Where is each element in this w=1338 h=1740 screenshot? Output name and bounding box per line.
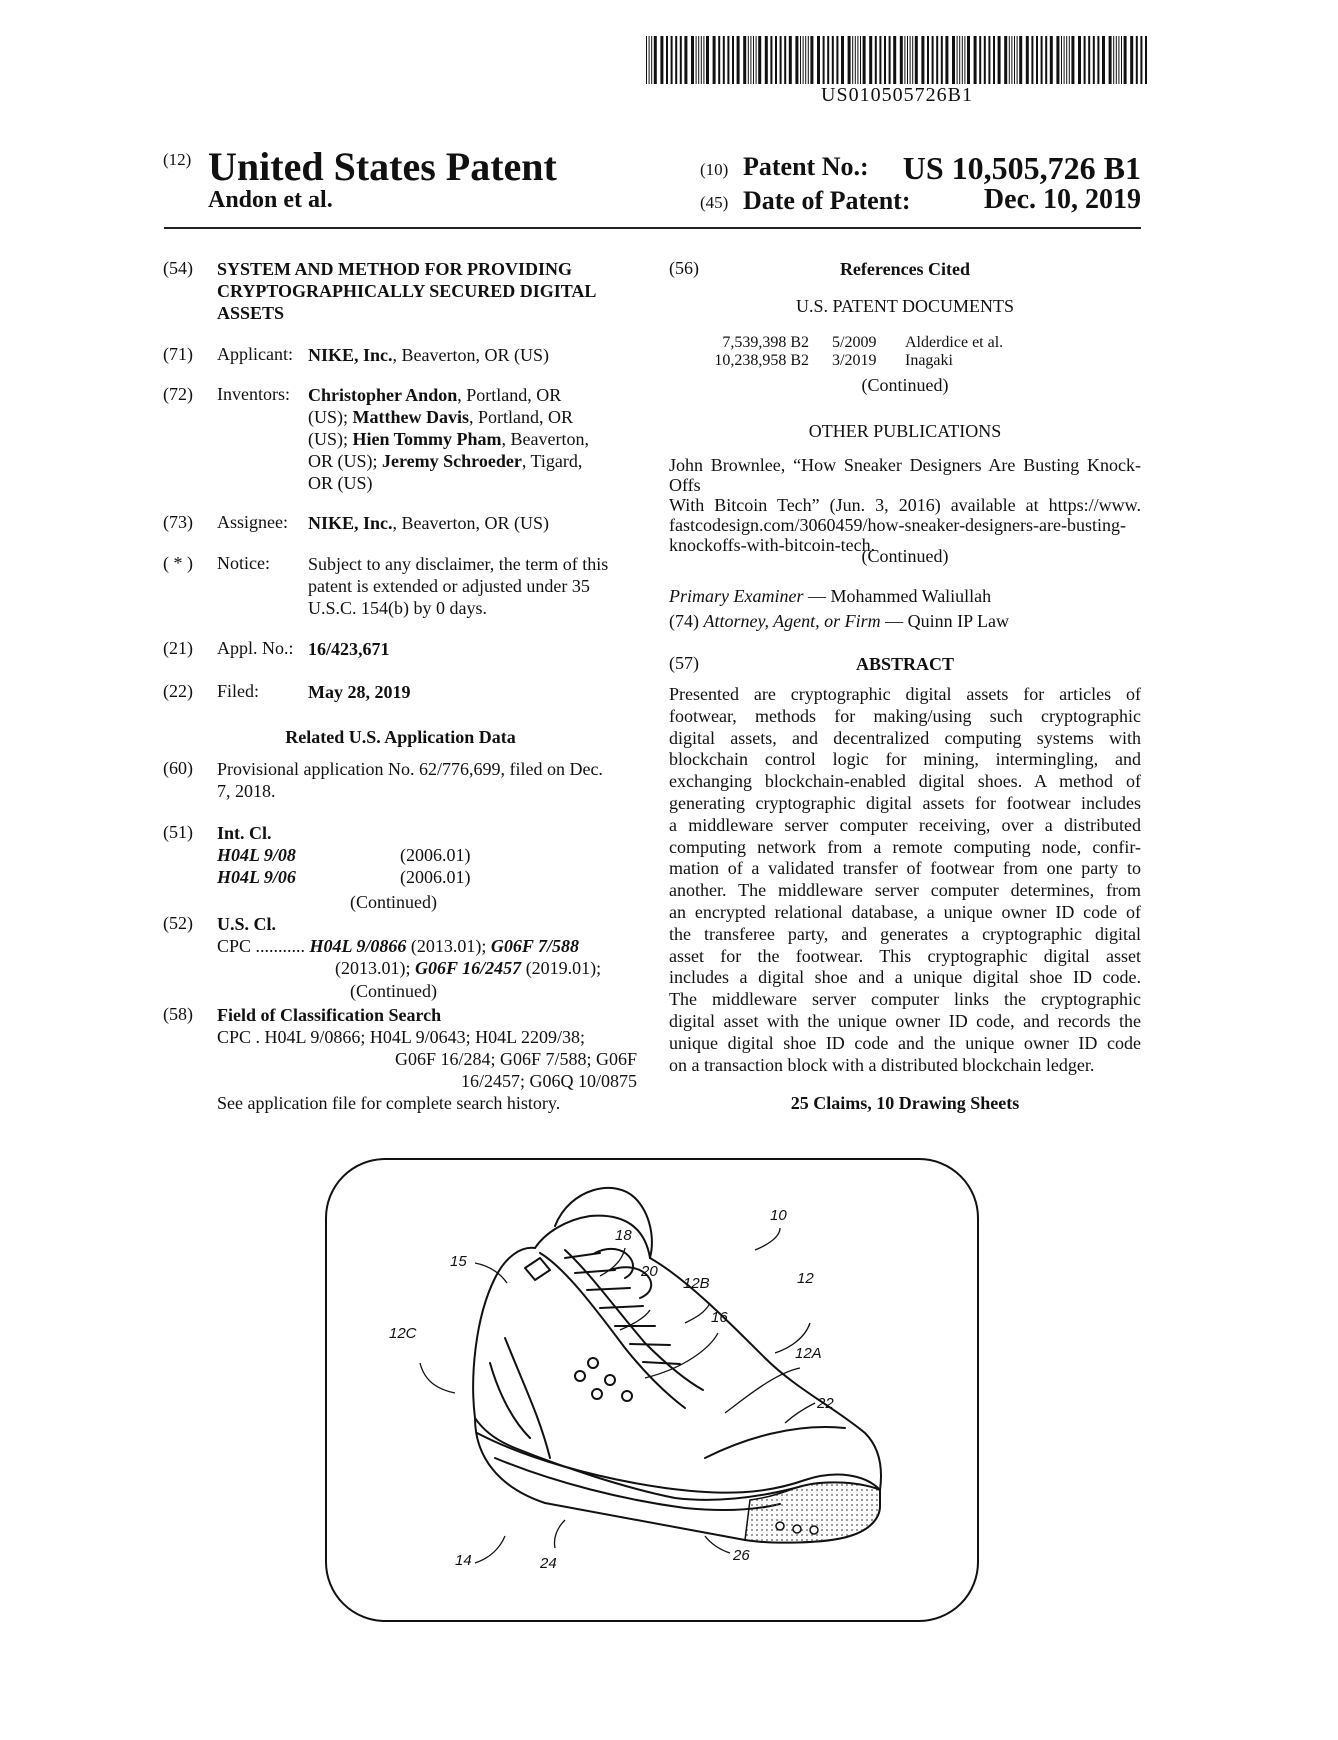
barcode-bar — [1078, 36, 1081, 84]
barcode-bar — [1050, 36, 1053, 84]
inventor-name: Christopher Andon — [308, 385, 458, 405]
barcode-bar — [1116, 36, 1117, 84]
eyelet — [605, 1375, 615, 1385]
leader-24 — [554, 1520, 565, 1548]
barcode-bar — [1121, 36, 1122, 84]
field-code-22: (22) — [163, 681, 193, 701]
toe-cap — [705, 1427, 845, 1458]
barcode-bar — [1017, 36, 1018, 84]
barcode-bar — [691, 36, 694, 84]
int-cl-continued: (Continued) — [350, 892, 437, 912]
abstract-line: generating cryptographic digital assets for footwear includes — [669, 792, 1141, 813]
barcode-bar — [915, 36, 918, 84]
field-code-58: (58) — [163, 1004, 193, 1024]
barcode-bar — [1088, 36, 1090, 84]
shoe-drawing — [325, 1158, 975, 1618]
barcode-bar — [857, 36, 858, 84]
barcode-bar — [921, 36, 924, 84]
ref-label-26: 26 — [733, 1547, 750, 1564]
field-code-notice: ( * ) — [163, 553, 193, 573]
barcode-bar — [1140, 36, 1142, 84]
shoe-tongue — [555, 1188, 652, 1258]
eyestay-inner — [565, 1250, 703, 1390]
field-code-74: (74) — [669, 611, 699, 631]
abstract-line: digital asset with the unique owner ID code, and records the — [669, 1010, 1141, 1031]
reference-date: 5/2009 — [832, 334, 877, 351]
abstract-line: footwear, methods for making/using such cryptographic — [669, 705, 1141, 726]
document-title: United States Patent — [208, 144, 557, 189]
barcode-bar — [1130, 36, 1133, 84]
us-cl-continued: (Continued) — [350, 981, 437, 1001]
barcode-bar — [1036, 36, 1038, 84]
field-search-label: Field of Classification Search — [217, 1005, 442, 1025]
abstract-line: an encrypted relational database, a unique owner ID code of — [669, 901, 1141, 922]
ref-label-12B: 12B — [683, 1275, 710, 1292]
publication-line: knockoffs-with-bitcoin-tech. — [669, 535, 876, 555]
barcode-bar — [967, 36, 970, 84]
barcode-bar — [884, 36, 886, 84]
field-code-56: (56) — [669, 258, 699, 278]
barcode-bar — [945, 36, 948, 84]
patent-no-label: Patent No.: — [743, 152, 869, 181]
barcode-bar — [649, 36, 650, 84]
barcode-bar — [893, 36, 896, 84]
attorney-line — [669, 610, 1009, 632]
heel-tab — [525, 1258, 550, 1280]
us-cl-line — [217, 935, 579, 957]
barcode-bar — [855, 36, 856, 84]
barcode-bar — [912, 36, 913, 84]
barcode-bar — [1136, 36, 1138, 84]
barcode-bar — [727, 36, 729, 84]
abstract-heading: ABSTRACT — [855, 654, 955, 674]
field-search-line: G06F 16/284; G06F 7/588; G06F — [394, 1049, 637, 1069]
applicant-name: NIKE, Inc. — [308, 345, 393, 365]
cpc-label: CPC — [217, 936, 252, 956]
other-publications-continued: (Continued) — [861, 546, 949, 566]
attorney-label: Attorney, Agent, or Firm — [703, 611, 881, 631]
barcode-bar — [1145, 36, 1147, 84]
inventor-location: , Beaverton, — [501, 429, 589, 449]
reference-name: Inagaki — [905, 352, 953, 369]
inventor-location: (US); — [308, 407, 353, 427]
barcode-bar — [753, 36, 754, 84]
field-search-values — [217, 1026, 637, 1092]
references-cited-heading: References Cited — [839, 259, 971, 279]
abstract-line: the transferee party, and generates a cryptographic digital — [669, 923, 1141, 944]
inventor-location: , Portland, OR — [457, 385, 562, 405]
abstract-line: blockchain control logic for mining, intermingling, and — [669, 749, 1141, 770]
barcode-bar — [718, 36, 720, 84]
eyelet — [622, 1391, 632, 1401]
appl-no: 16/423,671 — [308, 639, 390, 659]
field-search-line: CPC . H04L 9/0866; H04L 9/0643; H04L 2209/38; — [217, 1027, 586, 1047]
ref-label-22: 22 — [817, 1395, 834, 1412]
barcode-bar — [795, 36, 798, 84]
barcode-bar — [780, 36, 782, 84]
header-divider — [164, 227, 1141, 229]
barcode-bar — [1064, 36, 1065, 84]
int-cl-version: (2006.01) — [400, 845, 471, 865]
notice-text — [308, 553, 638, 619]
barcode-bar — [1113, 36, 1114, 84]
abstract-line: The middleware server computer links the cryptographic — [669, 989, 1141, 1010]
cpc-version: (2013.01); — [335, 958, 415, 978]
field-search-line: 16/2457; G06Q 10/0875 — [460, 1071, 637, 1091]
abstract-line: mation of a validated transfer of footwear from one party to — [669, 858, 1141, 879]
barcode-bar — [848, 36, 851, 84]
notice-label: Notice: — [217, 553, 270, 573]
barcode-bar — [852, 36, 853, 84]
barcode-bar — [701, 36, 702, 84]
barcode-bar — [1026, 36, 1029, 84]
provisional-line: 7, 2018. — [217, 781, 276, 801]
assignee — [308, 512, 549, 534]
laces — [565, 1253, 680, 1364]
barcode-bar — [803, 36, 804, 84]
reference-number: 7,539,398 B2 — [722, 334, 809, 351]
barcode-bar — [904, 36, 905, 84]
ref-label-18: 18 — [615, 1227, 632, 1244]
applicant-location: , Beaverton, OR (US) — [392, 345, 549, 365]
claims-summary: 25 Claims, 10 Drawing Sheets — [790, 1093, 1020, 1113]
provisional-application — [217, 758, 637, 802]
barcode-bar — [750, 36, 751, 84]
ref-label-12A: 12A — [795, 1345, 822, 1362]
barcode-bar — [651, 36, 652, 84]
barcode-bar — [1014, 36, 1015, 84]
attorney-name: — Quinn IP Law — [880, 611, 1009, 631]
barcode-bar — [907, 36, 908, 84]
inventor-name: Matthew Davis — [352, 407, 469, 427]
other-publications-heading: OTHER PUBLICATIONS — [808, 421, 1002, 441]
barcode-bar — [743, 36, 746, 84]
invention-title-line: CRYPTOGRAPHICALLY SECURED DIGITAL — [217, 281, 597, 301]
notice-line: U.S.C. 154(b) by 0 days. — [308, 598, 487, 618]
barcode-bar — [680, 36, 682, 84]
barcode-bar — [827, 36, 829, 84]
leader-12B — [685, 1303, 710, 1323]
barcode — [646, 36, 1148, 84]
barcode-bar — [805, 36, 806, 84]
filed-date: May 28, 2019 — [308, 682, 411, 702]
barcode-bar — [1093, 36, 1095, 84]
appl-no-label: Appl. No.: — [217, 638, 294, 658]
barcode-bar — [1109, 36, 1112, 84]
barcode-bar — [703, 36, 704, 84]
cpc-class: G06F 7/588 — [490, 936, 580, 956]
barcode-bar — [675, 36, 677, 84]
field-code-45: (45) — [700, 193, 729, 212]
barcode-bar — [1031, 36, 1033, 84]
ref-label-15: 15 — [450, 1253, 467, 1270]
applicant-label: Applicant: — [217, 344, 293, 364]
invention-title-line: ASSETS — [217, 303, 285, 323]
eyelet — [592, 1389, 602, 1399]
barcode-bar — [654, 36, 657, 84]
date-of-patent-label: Date of Patent: — [743, 186, 911, 215]
int-cl-version: (2006.01) — [400, 867, 471, 887]
barcode-bar — [889, 36, 891, 84]
barcode-bar — [765, 36, 768, 84]
barcode-bar — [875, 36, 877, 84]
publication-line: fastcodesign.com/3060459/how-sneaker-designers-are-busting- — [669, 515, 1127, 535]
barcode-bar — [1084, 36, 1086, 84]
other-publications — [669, 455, 1141, 555]
ref-label-10: 10 — [770, 1207, 787, 1224]
barcode-bar — [860, 36, 861, 84]
applicant — [308, 344, 549, 366]
barcode-bar — [817, 36, 820, 84]
barcode-bar — [758, 36, 761, 84]
inventor-location: , Tigard, — [521, 451, 583, 471]
invention-title-line: SYSTEM AND METHOD FOR PROVIDING — [217, 259, 573, 279]
barcode-bar — [808, 36, 809, 84]
shoe-collar — [535, 1216, 650, 1258]
barcode-bar — [1056, 36, 1059, 84]
barcode-bar — [979, 36, 981, 84]
assignee-label: Assignee: — [217, 512, 288, 532]
inventors-label: Inventors: — [217, 384, 290, 404]
barcode-bar — [900, 36, 903, 84]
ref-label-14: 14 — [455, 1552, 472, 1569]
eyelet — [588, 1358, 598, 1368]
outsole-hole — [776, 1522, 784, 1530]
ref-label-12C: 12C — [389, 1325, 417, 1342]
abstract-line: another. The middleware server computer determines, from — [669, 880, 1141, 901]
barcode-bar — [841, 36, 844, 84]
inventor-location: (US); — [308, 429, 353, 449]
barcode-bar — [869, 36, 872, 84]
related-data-heading: Related U.S. Application Data — [285, 727, 516, 747]
abstract-line: a middleware server computer receiving, over a distributed — [669, 814, 1141, 835]
leader-14 — [475, 1536, 505, 1563]
abstract-line: computing network from a remote computing node, confir- — [669, 836, 1141, 857]
barcode-bar — [1118, 36, 1119, 84]
barcode-bar — [706, 36, 709, 84]
date-of-patent: Dec. 10, 2019 — [983, 184, 1141, 215]
leader-22 — [785, 1403, 815, 1423]
barcode-bar — [737, 36, 740, 84]
barcode-bar — [810, 36, 813, 84]
field-code-57: (57) — [669, 653, 699, 673]
references-continued: (Continued) — [861, 375, 949, 395]
barcode-bar — [646, 36, 647, 84]
barcode-number: US010505726B1 — [821, 84, 973, 106]
abstract-line: Presented are cryptographic digital assets for articles of — [669, 684, 1141, 704]
cpc-version: (2013.01); — [406, 936, 491, 956]
barcode-bar — [964, 36, 965, 84]
primary-examiner — [669, 585, 991, 607]
barcode-bar — [1009, 36, 1010, 84]
leader-16 — [645, 1333, 718, 1378]
barcode-bar — [732, 36, 734, 84]
barcode-bar — [952, 36, 955, 84]
field-code-51: (51) — [163, 822, 193, 842]
barcode-bar — [1011, 36, 1012, 84]
barcode-bar — [959, 36, 960, 84]
inventor-name: Jeremy Schroeder — [382, 451, 522, 471]
barcode-bar — [1045, 36, 1047, 84]
heel-counter — [473, 1248, 535, 1418]
barcode-bar — [998, 36, 1001, 84]
barcode-bar — [666, 36, 668, 84]
reference-number: 10,238,958 B2 — [714, 352, 809, 369]
barcode-bar — [910, 36, 911, 84]
barcode-bar — [1066, 36, 1067, 84]
examiner-name: — Mohammed Waliullah — [803, 586, 992, 606]
barcode-bar — [927, 36, 929, 84]
barcode-bar — [932, 36, 934, 84]
patent-number: US 10,505,726 B1 — [902, 150, 1141, 186]
leader-dots: ........... — [255, 936, 306, 956]
barcode-bar — [936, 36, 938, 84]
abstract-line: exchanging blockchain-enabled digital shoes. A method of — [669, 771, 1141, 792]
abstract-line: unique digital shoe ID code and the unique owner ID code — [669, 1032, 1141, 1053]
us-cl-line — [335, 957, 601, 979]
barcode-bar — [974, 36, 977, 84]
notice-line: Subject to any disclaimer, the term of this — [308, 554, 609, 574]
barcode-bar — [1124, 36, 1127, 84]
eyelet — [575, 1371, 585, 1381]
ref-label-12: 12 — [797, 1270, 814, 1287]
inventor-location: OR (US) — [308, 473, 373, 493]
field-code-10: (10) — [700, 160, 729, 179]
barcode-bar — [962, 36, 963, 84]
barcode-bar — [723, 36, 725, 84]
field-code-52: (52) — [163, 913, 193, 933]
ref-label-20: 20 — [641, 1263, 658, 1280]
int-cl-label: Int. Cl. — [217, 823, 272, 843]
barcode-bar — [1097, 36, 1099, 84]
leader-26 — [705, 1536, 730, 1553]
barcode-bar — [800, 36, 801, 84]
outsole-hole — [793, 1525, 801, 1533]
cpc-class: G06F 16/2457 — [415, 958, 522, 978]
field-code-73: (73) — [163, 512, 193, 532]
barcode-bar — [957, 36, 958, 84]
examiner-label: Primary Examiner — [669, 586, 804, 606]
barcode-bar — [941, 36, 943, 84]
barcode-bar — [1102, 36, 1105, 84]
field-code-54: (54) — [163, 258, 193, 278]
reference-name: Alderdice et al. — [905, 334, 1004, 351]
publication-line: With Bitcoin Tech” (Jun. 3, 2016) available at https://www. — [669, 495, 1141, 515]
upper-outline — [650, 1258, 881, 1490]
filed-label: Filed: — [217, 681, 260, 701]
search-history-note: See application file for complete search history. — [217, 1093, 561, 1113]
authors: Andon et al. — [208, 187, 333, 213]
barcode-bar — [698, 36, 699, 84]
barcode-bar — [988, 36, 990, 84]
field-code-21: (21) — [163, 638, 193, 658]
int-cl-class: H04L 9/08 — [217, 845, 296, 865]
barcode-bar — [993, 36, 995, 84]
abstract-line: includes a digital shoe and a unique digital shoe ID code. — [669, 967, 1141, 988]
inventor-location: OR (US); — [308, 451, 383, 471]
barcode-bar — [823, 36, 825, 84]
cpc-version: (2019.01); — [521, 958, 602, 978]
provisional-line: Provisional application No. 62/776,699, filed on Dec. — [217, 759, 603, 779]
abstract-line: on a transaction block with a distributed blockchain ledger. — [669, 1054, 1095, 1075]
barcode-bar — [1019, 36, 1022, 84]
leader-12A — [725, 1368, 800, 1413]
inventors — [308, 384, 638, 494]
barcode-bar — [775, 36, 777, 84]
reference-date: 3/2019 — [832, 352, 877, 369]
invention-title — [217, 258, 637, 324]
barcode-bar — [1004, 36, 1007, 84]
ref-label-24: 24 — [540, 1555, 557, 1572]
assignee-name: NIKE, Inc. — [308, 513, 393, 533]
barcode-bar — [836, 36, 838, 84]
cpc-class: H04L 9/0866 — [309, 936, 407, 956]
abstract-line: digital assets, and decentralized computing systems with — [669, 727, 1141, 748]
barcode-bar — [1071, 36, 1074, 84]
barcode-bar — [984, 36, 986, 84]
barcode-bar — [770, 36, 772, 84]
us-patent-documents-heading: U.S. PATENT DOCUMENTS — [795, 296, 1015, 316]
field-code-71: (71) — [163, 344, 193, 364]
field-code-60: (60) — [163, 758, 193, 778]
barcode-bar — [756, 36, 757, 84]
field-code-12: (12) — [163, 150, 192, 169]
barcode-bar — [713, 36, 716, 84]
barcode-bar — [671, 36, 673, 84]
us-cl-label: U.S. Cl. — [217, 914, 277, 934]
barcode-bar — [789, 36, 792, 84]
barcode-bar — [696, 36, 697, 84]
barcode-bar — [684, 36, 687, 84]
notice-line: patent is extended or adjusted under 35 — [308, 576, 590, 596]
outsole-hole — [810, 1526, 818, 1534]
barcode-bar — [879, 36, 881, 84]
barcode-bar — [832, 36, 834, 84]
assignee-location: , Beaverton, OR (US) — [392, 513, 549, 533]
barcode-bar — [660, 36, 663, 84]
publication-line: John Brownlee, “How Sneaker Designers Are Busting Knock-Offs — [669, 455, 1141, 495]
leader-12C — [420, 1363, 455, 1393]
leader-10 — [755, 1228, 780, 1250]
barcode-bar — [748, 36, 749, 84]
inventor-name: Hien Tommy Pham — [352, 429, 502, 449]
abstract-line: asset for the footwear. This cryptographic digital asset — [669, 945, 1141, 966]
barcode-bar — [1061, 36, 1062, 84]
abstract-text — [669, 684, 1141, 1076]
barcode-bar — [784, 36, 786, 84]
ref-label-16: 16 — [711, 1309, 728, 1326]
barcode-bar — [1041, 36, 1043, 84]
field-code-72: (72) — [163, 384, 193, 404]
inventor-location: , Portland, OR — [468, 407, 573, 427]
barcode-bar — [863, 36, 866, 84]
int-cl-class: H04L 9/06 — [217, 867, 296, 887]
barcode-bar — [1069, 36, 1070, 84]
